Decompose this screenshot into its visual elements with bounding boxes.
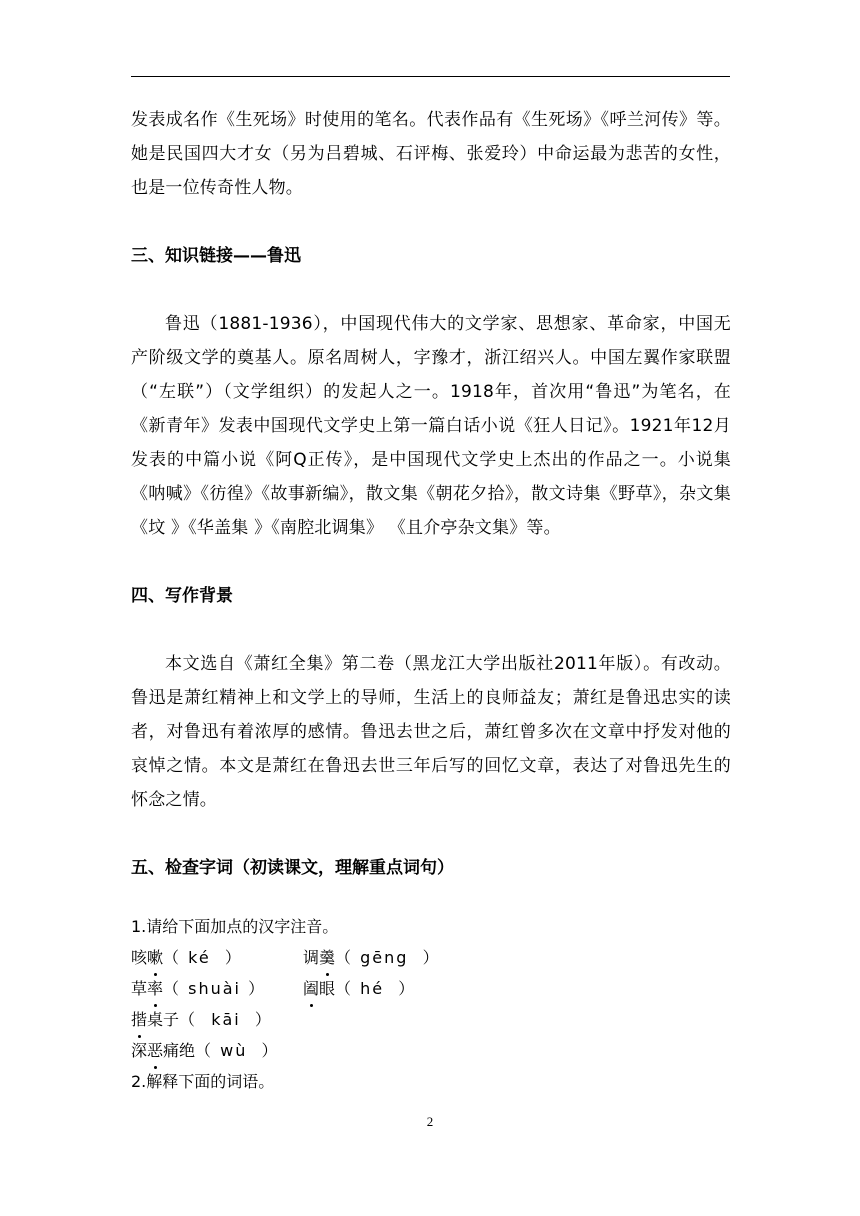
exercise-row <box>131 973 731 1004</box>
exercise-instruction-1: 1.请给下面加点的汉字注音。 <box>131 917 339 936</box>
section-heading-knowledge-link: 三、知识链接——鲁迅 <box>131 246 301 266</box>
exercise-item-caoshuai: 草率（ shuài ） <box>131 973 303 1004</box>
intro-continuation-paragraph: 发表成名作《生死场》时使用的笔名。代表作品有《生死场》《呼兰河传》等。她是民国四大才女（另为吕碧城、石评梅、张爱玲）中命运最为悲苦的女性，也是一位传奇性人物。 <box>131 110 731 198</box>
section-heading-writing-background: 四、写作背景 <box>131 586 233 606</box>
exercise-item-kaizhuozi: 揩桌子（ kāi ） <box>131 1004 273 1035</box>
exercise-instruction-2: 2.解释下面的词语。 <box>131 1072 275 1091</box>
exercise-item-shenwutongjue: 深恶痛绝（ wù ） <box>131 1035 280 1066</box>
exercise-item-kesou: 咳嗽（ ké ） <box>131 942 303 973</box>
header-rule <box>131 76 730 77</box>
exercise-row <box>131 1035 731 1066</box>
answer: （ shuài ） <box>163 979 267 998</box>
answer: （ ké ） <box>163 948 243 967</box>
answer: （ gēng ） <box>335 948 441 967</box>
page-content <box>131 103 731 1097</box>
exercise-item-heyan: 阖眼（ hé ） <box>303 973 416 1004</box>
answer: （ kāi ） <box>179 1010 273 1029</box>
luxun-bio-paragraph: 鲁迅（1881-1936），中国现代伟大的文学家、思想家、革命家，中国无产阶级文学的奠基人。原名周树人，字豫才，浙江绍兴人。中国左翼作家联盟（“左联”）（文学组织）的发起人之一。1918年，首次用“鲁迅”为笔名，在《新青年》发表中国现代文学史上第一篇白话小说《狂人日记》。1921年12月发表的中篇小说《阿Q正传》，是中国现代文学史上杰出的作品之一。小说集《呐喊》《彷徨》《故事新编》，散文集《朝花夕拾》，散文诗集《野草》，杂文集《坟 》《华盖集 》《南腔北调集》 《且介亭杂文集》等。 <box>131 314 731 538</box>
exercise-row <box>131 942 731 973</box>
answer: （ wù ） <box>195 1041 280 1060</box>
section-heading-check-words: 五、检查字词（初读课文，理解重点词句） <box>131 858 454 878</box>
exercise-row <box>131 1004 731 1035</box>
background-paragraph: 本文选自《萧红全集》第二卷（黑龙江大学出版社2011年版）。有改动。鲁迅是萧红精神上和文学上的导师，生活上的良师益友；萧红是鲁迅忠实的读者，对鲁迅有着浓厚的感情。鲁迅去世之后，萧红曾多次在文章中抒发对他的哀悼之情。本文是萧红在鲁迅去世三年后写的回忆文章，表达了对鲁迅先生的怀念之情。 <box>131 654 731 810</box>
exercise-item-tiaogeng: 调羹（ gēng ） <box>303 942 441 973</box>
answer: （ hé ） <box>335 979 417 998</box>
page-number: 2 <box>426 1114 434 1129</box>
